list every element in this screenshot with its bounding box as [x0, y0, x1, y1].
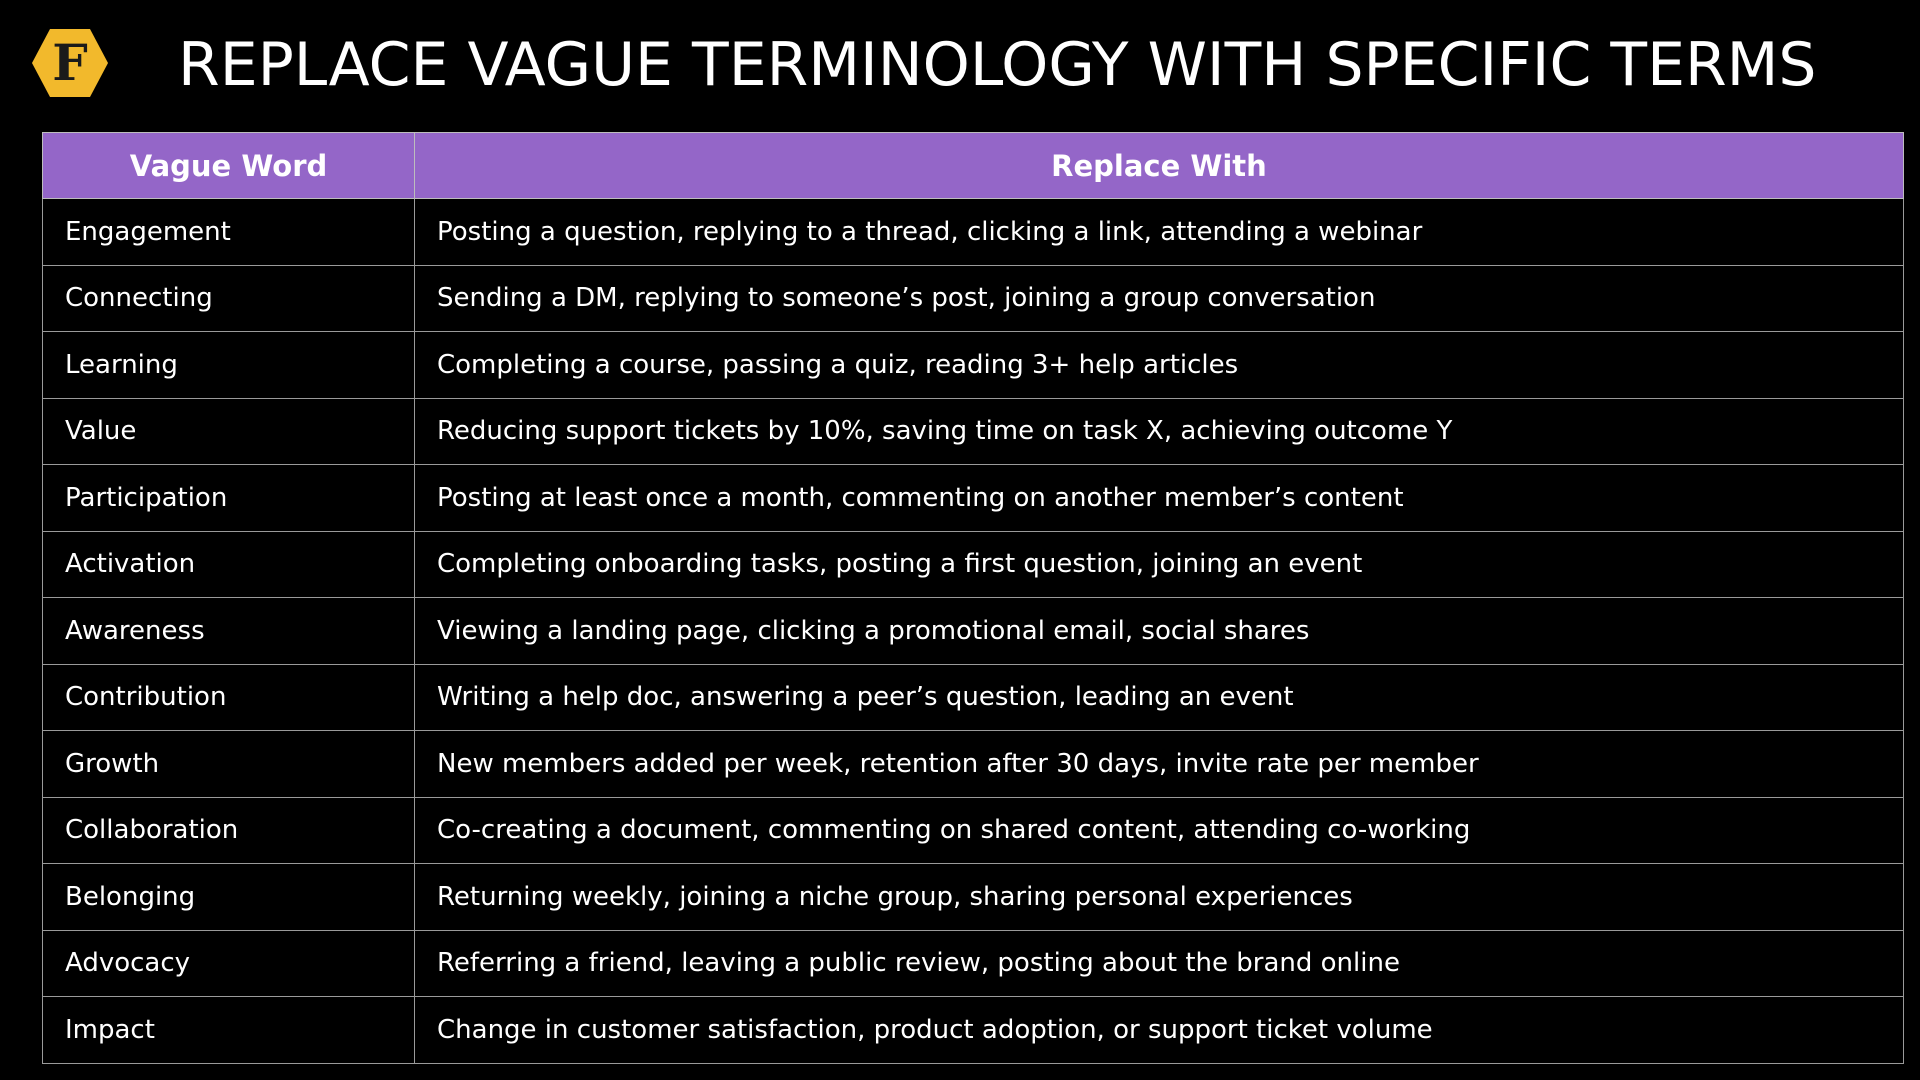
table-row — [43, 531, 1904, 598]
vague-word-cell: Collaboration — [43, 797, 415, 864]
replace-with-cell: Viewing a landing page, clicking a promotional email, social shares — [415, 598, 1904, 665]
table-row — [43, 997, 1904, 1064]
table-row — [43, 797, 1904, 864]
vague-word-cell: Participation — [43, 465, 415, 532]
vague-word-cell: Activation — [43, 531, 415, 598]
vague-word-cell: Connecting — [43, 265, 415, 332]
column-header-replace-with: Replace With — [415, 133, 1904, 199]
terminology-table — [42, 132, 1904, 1064]
terminology-table-container — [42, 132, 1903, 1064]
table-body — [43, 199, 1904, 1064]
table-row — [43, 731, 1904, 798]
replace-with-cell: Returning weekly, joining a niche group, sharing personal experiences — [415, 864, 1904, 931]
replace-with-cell: New members added per week, retention after 30 days, invite rate per member — [415, 731, 1904, 798]
table-row — [43, 930, 1904, 997]
table-row — [43, 465, 1904, 532]
vague-word-cell: Growth — [43, 731, 415, 798]
table-row — [43, 265, 1904, 332]
replace-with-cell: Posting a question, replying to a thread, clicking a link, attending a webinar — [415, 199, 1904, 266]
vague-word-cell: Value — [43, 398, 415, 465]
vague-word-cell: Awareness — [43, 598, 415, 665]
replace-with-cell: Reducing support tickets by 10%, saving time on task X, achieving outcome Y — [415, 398, 1904, 465]
table-row — [43, 398, 1904, 465]
table-row — [43, 332, 1904, 399]
vague-word-cell: Contribution — [43, 664, 415, 731]
replace-with-cell: Completing a course, passing a quiz, reading 3+ help articles — [415, 332, 1904, 399]
vague-word-cell: Learning — [43, 332, 415, 399]
vague-word-cell: Engagement — [43, 199, 415, 266]
column-header-vague-word: Vague Word — [43, 133, 415, 199]
vague-word-cell: Impact — [43, 997, 415, 1064]
vague-word-cell: Belonging — [43, 864, 415, 931]
replace-with-cell: Sending a DM, replying to someone’s post, joining a group conversation — [415, 265, 1904, 332]
table-header — [43, 133, 1904, 199]
header-row — [43, 133, 1904, 199]
brand-logo — [30, 27, 110, 99]
vague-word-cell: Advocacy — [43, 930, 415, 997]
replace-with-cell: Posting at least once a month, commenting on another member’s content — [415, 465, 1904, 532]
replace-with-cell: Change in customer satisfaction, product adoption, or support ticket volume — [415, 997, 1904, 1064]
table-row — [43, 664, 1904, 731]
table-row — [43, 864, 1904, 931]
table-row — [43, 199, 1904, 266]
replace-with-cell: Completing onboarding tasks, posting a first question, joining an event — [415, 531, 1904, 598]
replace-with-cell: Co-creating a document, commenting on shared content, attending co-working — [415, 797, 1904, 864]
table-row — [43, 598, 1904, 665]
logo-letter: F — [52, 33, 88, 92]
replace-with-cell: Writing a help doc, answering a peer’s question, leading an event — [415, 664, 1904, 731]
replace-with-cell: Referring a friend, leaving a public review, posting about the brand online — [415, 930, 1904, 997]
page-title: REPLACE VAGUE TERMINOLOGY WITH SPECIFIC TERMS — [178, 30, 1817, 100]
